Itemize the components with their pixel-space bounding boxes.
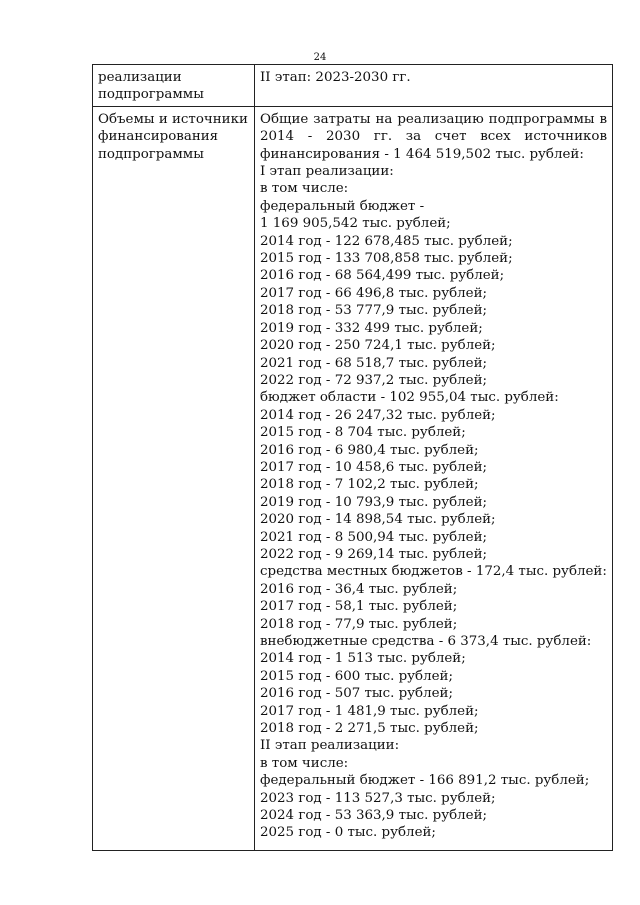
funding-line: II этап реализации: xyxy=(260,738,400,754)
funding-line: 2016 год - 36,4 тыс. рублей; xyxy=(260,581,458,597)
funding-line: внебюджетные средства - 6 373,4 тыс. рублей: xyxy=(260,634,592,649)
funding-line: 2018 год - 77,9 тыс. рублей; xyxy=(260,616,458,632)
funding-line: в том числе: xyxy=(260,181,349,197)
funding-line: 2017 год - 10 458,6 тыс. рублей; xyxy=(260,459,488,475)
row-label xyxy=(93,65,255,107)
funding-line: 2019 год - 10 793,9 тыс. рублей; xyxy=(260,494,488,510)
funding-list xyxy=(260,163,607,842)
funding-line: 2023 год - 113 527,3 тыс. рублей; xyxy=(260,790,496,806)
label-line: реализации xyxy=(98,70,182,85)
funding-line: 2018 год - 53 777,9 тыс. рублей; xyxy=(260,303,488,319)
label-line: Объемы и источники xyxy=(98,111,248,127)
row-value xyxy=(255,106,613,850)
table-row xyxy=(93,106,613,850)
funding-line: 2025 год - 0 тыс. рублей; xyxy=(260,825,436,841)
funding-line: 2014 год - 26 247,32 тыс. рублей; xyxy=(260,407,496,423)
label-line: финансирования xyxy=(98,129,219,145)
funding-line: бюджет области - 102 955,04 тыс. рублей: xyxy=(260,390,559,406)
funding-line: 2015 год - 8 704 тыс. рублей; xyxy=(260,425,466,441)
funding-line: 2021 год - 8 500,94 тыс. рублей; xyxy=(260,529,488,545)
funding-line: 2017 год - 66 496,8 тыс. рублей; xyxy=(260,285,488,301)
funding-line: I этап реализации: xyxy=(260,164,394,180)
funding-line: федеральный бюджет - xyxy=(260,198,425,214)
funding-line: 2014 год - 1 513 тыс. рублей; xyxy=(260,651,466,667)
funding-line: 2015 год - 133 708,858 тыс. рублей; xyxy=(260,251,513,267)
funding-line: в том числе: xyxy=(260,755,349,771)
funding-line: 2016 год - 68 564,499 тыс. рублей; xyxy=(260,268,505,284)
table-row xyxy=(93,65,613,107)
label-line: подпрограммы xyxy=(98,146,204,162)
funding-line: 1 169 905,542 тыс. рублей; xyxy=(260,216,451,232)
label-line: подпрограммы xyxy=(98,87,204,103)
page-number: 24 xyxy=(313,52,327,63)
funding-line: 2015 год - 600 тыс. рублей; xyxy=(260,668,453,684)
funding-line: 2021 год - 68 518,7 тыс. рублей; xyxy=(260,355,488,371)
funding-line: федеральный бюджет - 166 891,2 тыс. рублей; xyxy=(260,773,590,789)
passport-table xyxy=(92,64,613,851)
stage-text: II этап: 2023-2030 гг. xyxy=(260,70,411,85)
funding-line: 2016 год - 6 980,4 тыс. рублей; xyxy=(260,442,479,458)
funding-line: 2020 год - 250 724,1 тыс. рублей; xyxy=(260,338,496,354)
funding-line: 2018 год - 7 102,2 тыс. рублей; xyxy=(260,477,479,493)
funding-line: 2016 год - 507 тыс. рублей; xyxy=(260,686,453,702)
funding-intro: Общие затраты на реализацию подпрограммы в 2014 - 2030 гг. за счет всех источников финансирования - 1 464 519,502 тыс. рублей: xyxy=(260,111,607,162)
funding-line: 2019 год - 332 499 тыс. рублей; xyxy=(260,320,483,336)
funding-line: 2017 год - 58,1 тыс. рублей; xyxy=(260,599,458,615)
funding-line: 2014 год - 122 678,485 тыс. рублей; xyxy=(260,233,513,249)
funding-line: 2018 год - 2 271,5 тыс. рублей; xyxy=(260,721,479,737)
funding-line: 2020 год - 14 898,54 тыс. рублей; xyxy=(260,512,496,528)
row-value xyxy=(255,65,613,107)
funding-line: 2022 год - 72 937,2 тыс. рублей; xyxy=(260,372,488,388)
funding-line: средства местных бюджетов - 172,4 тыс. рублей: xyxy=(260,564,607,580)
funding-line: 2022 год - 9 269,14 тыс. рублей; xyxy=(260,546,488,562)
row-label xyxy=(93,106,255,850)
funding-line: 2024 год - 53 363,9 тыс. рублей; xyxy=(260,808,488,824)
funding-line: 2017 год - 1 481,9 тыс. рублей; xyxy=(260,703,479,719)
